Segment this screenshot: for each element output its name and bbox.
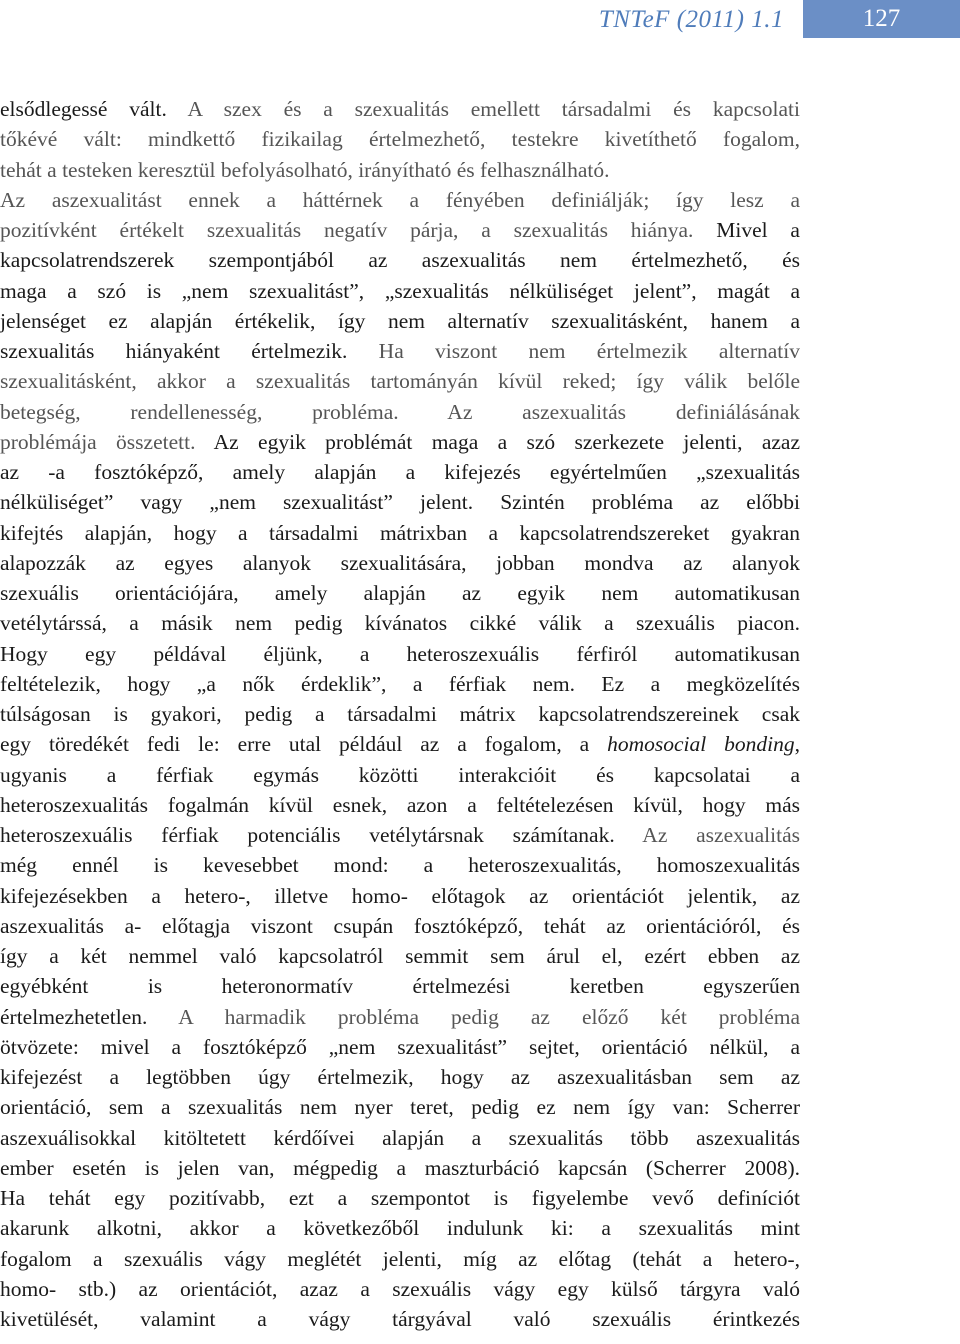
text-line (0, 245, 800, 275)
text-line (0, 124, 800, 154)
text-segment: Az aszexualitást ennek a háttérnek a fényében definiálják; így lesz a (0, 187, 800, 212)
text-segment: elsődlegessé vált. (0, 97, 188, 121)
text-line (0, 729, 800, 759)
text-line (0, 1032, 800, 1062)
text-line (0, 1244, 800, 1274)
text-segment: kivetülését, valamint a vágy tárgyával való szexuális érintkezés (0, 1307, 800, 1331)
text-segment: szexualitásként, akkor a szexualitás tartományán kívül reked; így válik belőle (0, 369, 800, 394)
page-number-box (803, 0, 960, 38)
text-segment: szexualitás hiányaként értelmezik. (0, 339, 348, 363)
text-segment: túlságosan is gyakori, pedig a társadalmi mátrix kapcsolatrendszereinek csak (0, 702, 800, 726)
text-segment: A szex és a szexualitás emellett társadalmi és kapcsolati (187, 97, 800, 121)
text-line (0, 669, 800, 699)
text-segment: ötvözete: mivel a fosztóképző „nem szexualitást” sejtet, orientáció nélkül, a (0, 1034, 800, 1059)
text-segment: fogalom a szexuális vágy meglétét jelenti, míg az előtag (tehát a hetero-, (0, 1246, 800, 1271)
text-segment: homo- stb.) az orientációt, azaz a szexuális vágy egy külső tárgyra való (0, 1276, 800, 1301)
text-line (0, 820, 800, 850)
text-segment: kifejezésekben a hetero-, illetve homo- előtagok az orientációt jelentik, az (0, 883, 800, 908)
text-line (0, 760, 800, 790)
text-line (0, 608, 800, 638)
text-line (0, 336, 800, 366)
journal-citation: TNTeF (2011) 1.1 (598, 6, 784, 33)
text-line (0, 1274, 800, 1304)
text-segment: aszexuálisokkal kitöltetett kérdőívei alapján a szexualitás több aszexualitás (0, 1125, 800, 1150)
text-line (0, 578, 800, 608)
text-segment: kifejezést a legtöbben úgy értelmezik, hogy az aszexualitásban sem az (0, 1065, 800, 1089)
text-segment: alapozzák az egyes alanyok szexualitására, jobban mondva az alanyok (0, 550, 800, 575)
text-line (0, 397, 800, 427)
text-segment: Az egyik problémát maga a szó szerkezete jelenti, azaz (195, 429, 800, 454)
text-line (0, 427, 800, 457)
text-line (0, 185, 800, 215)
text-line (0, 487, 800, 517)
text-segment: nélküliséget” vagy „nem szexualitást” jelent. Szintén probléma az előbbi (0, 490, 800, 515)
text-line (0, 911, 800, 941)
text-line (0, 518, 800, 548)
text-segment: egyébként is heteronormatív értelmezési keretben egyszerűen (0, 974, 800, 999)
text-segment: szexuális orientációjára, amely alapján az egyik nem automatikusan (0, 581, 800, 605)
text-line (0, 366, 800, 396)
text-segment: A harmadik probléma pedig az előző két probléma (147, 1004, 800, 1029)
text-line (0, 1062, 800, 1092)
text-segment: tehát a testeken keresztül befolyásolható, irányítható és felhasználható. (0, 157, 610, 182)
text-segment: így a két nemmel való kapcsolatról semmit sem árul el, ezért ebben az (0, 944, 800, 968)
text-segment: maga a szó is „nem szexualitást”, „szexualitás nélküliséget jelent”, magát a (0, 278, 800, 303)
text-segment: Ha tehát egy pozitívabb, ezt a szempontot is figyelembe vevő definíciót (0, 1186, 800, 1210)
text-segment: aszexualitás a- előtagja viszont csupán fosztóképző, tehát az orientációról, és (0, 913, 800, 938)
text-segment: kapcsolatrendszerek szempontjából az aszexualitás nem értelmezhető, és (0, 248, 800, 273)
text-line (0, 941, 800, 971)
text-line (0, 1304, 800, 1334)
text-line (0, 1183, 800, 1213)
text-segment: Hogy egy példával éljünk, a heteroszexuális férfiról automatikusan (0, 641, 800, 666)
text-segment: Ha viszont nem értelmezik alternatív (347, 339, 800, 363)
text-line (0, 699, 800, 729)
text-segment: pozitívként értékelt szexualitás negatív párja, a szexualitás hiánya. (0, 218, 694, 242)
text-line (0, 1213, 800, 1243)
text-line (0, 215, 800, 245)
text-segment: jelenséget ez alapján értékelik, így nem alternatív szexualitásként, hanem a (0, 308, 800, 333)
text-line (0, 457, 800, 487)
text-line (0, 881, 800, 911)
text-line (0, 548, 800, 578)
page-header (0, 0, 960, 44)
text-line (0, 1153, 800, 1183)
text-line (0, 639, 800, 669)
text-line (0, 155, 800, 185)
text-line (0, 306, 800, 336)
text-segment: ugyanis a férfiak egymás közötti interakcióit és kapcsolatai a (0, 762, 800, 787)
text-segment: feltételezik, hogy „a nők érdeklik”, a férfiak nem. Ez a megközelítés (0, 671, 800, 696)
page-number: 127 (862, 5, 901, 32)
text-segment: Az aszexualitás (614, 823, 800, 847)
text-segment: vetélytárssá, a másik nem pedig kívánatos cikké válik a szexuális piacon. (0, 611, 800, 636)
text-line (0, 850, 800, 880)
text-line (0, 276, 800, 306)
text-segment: , (794, 732, 800, 757)
text-line (0, 971, 800, 1001)
text-segment: ember esetén is jelen van, mégpedig a maszturbáció kapcsán (Scherrer 2008). (0, 1155, 800, 1180)
text-line (0, 94, 800, 124)
text-segment: tőkévé vált: mindkettő fizikailag értelmezhető, testekre kivetíthető fogalom, (0, 127, 800, 152)
text-segment: problémája összetett. (0, 429, 196, 454)
body-text (0, 94, 800, 1334)
text-segment: akarunk alkotni, akkor a következőből indulunk ki: a szexualitás mint (0, 1216, 800, 1241)
text-line (0, 1002, 800, 1032)
text-segment: értelmezhetetlen. (0, 1004, 148, 1029)
text-segment: kifejtés alapján, hogy a társadalmi mátrixban a kapcsolatrendszereket gyakran (0, 520, 800, 545)
text-line (0, 1092, 800, 1122)
text-segment: még ennél is kevesebbet mond: a heteroszexualitás, homoszexualitás (0, 853, 800, 878)
text-line (0, 790, 800, 820)
text-segment: orientáció, sem a szexualitás nem nyer teret, pedig ez nem így van: Scherrer (0, 1095, 800, 1120)
text-segment: betegség, rendellenesség, probléma. Az aszexualitás definiálásának (0, 399, 800, 424)
text-segment: egy töredékét fedi le: erre utal például az a fogalom, a (0, 732, 608, 757)
text-line (0, 1123, 800, 1153)
text-segment: Mivel a (693, 218, 800, 242)
text-segment: heteroszexualitás fogalmán kívül esnek, azon a feltételezésen kívül, hogy más (0, 792, 800, 817)
text-segment: az -a fosztóképző, amely alapján a kifejezés egyértelműen „szexualitás (0, 460, 800, 484)
text-segment: heteroszexuális férfiak potenciális vetélytársnak számítanak. (0, 823, 615, 847)
italic-term: homosocial bonding (607, 732, 795, 757)
